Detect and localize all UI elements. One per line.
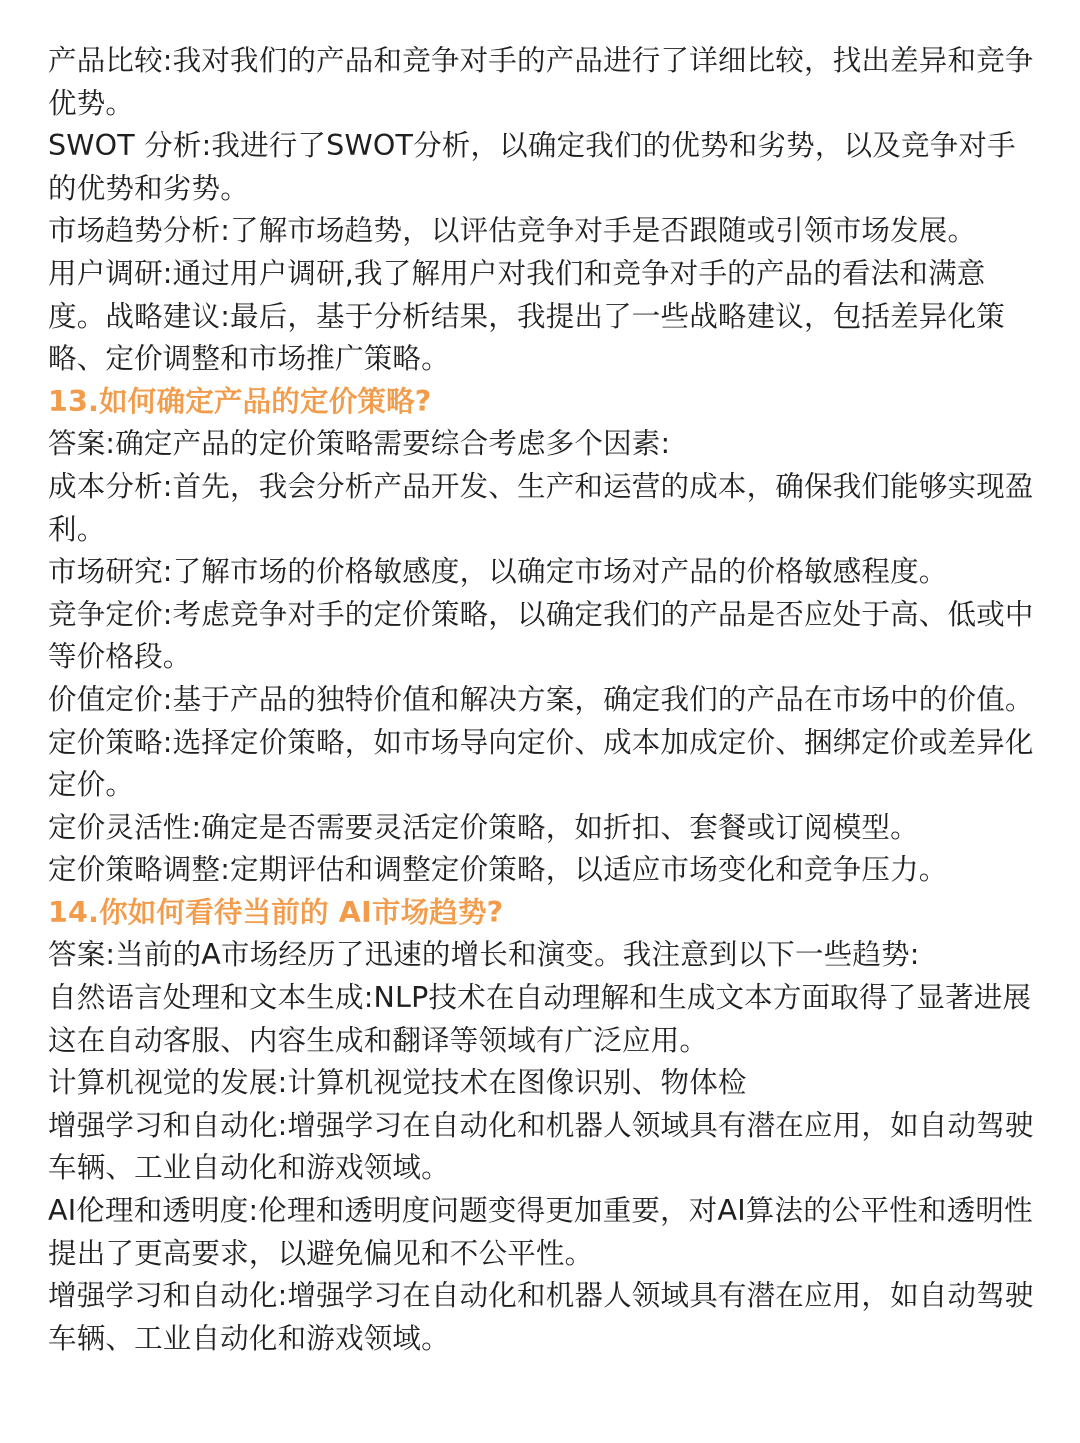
heading-question-14: 14.你如何看待当前的 AI市场趋势? [48, 895, 504, 929]
paragraph-value-pricing: 价值定价:基于产品的独特价值和解决方案，确定我们的产品在市场中的价值。 [48, 682, 1034, 716]
paragraph-competitive-pricing: 竞争定价:考虑竞争对手的定价策略，以确定我们的产品是否应处于高、低或中等价格段。 [48, 597, 1034, 674]
paragraph-product-comparison: 产品比较:我对我们的产品和竞争对手的产品进行了详细比较，找出差异和竞争优势。 [48, 44, 1034, 120]
paragraph-market-research: 市场研究:了解市场的价格敏感度，以确定市场对产品的价格敏感程度。 [48, 555, 948, 589]
paragraph-market-trend-analysis: 市场趋势分析:了解市场趋势，以评估竞争对手是否跟随或引领市场发展。 [48, 214, 977, 248]
paragraph-pricing-flexibility: 定价灵活性:确定是否需要灵活定价策略，如折扣、套餐或订阅模型。 [48, 810, 919, 844]
paragraph-user-research: 用户调研:通过用户调研,我了解用户对我们和竞争对手的产品的看法和满意度。战略建议:最后，基于分析结果，我提出了一些战略建议，包括差异化策略、定价调整和市场推广策略。 [48, 256, 1005, 376]
paragraph-nlp: 自然语言处理和文本生成:NLP技术在自动理解和生成文本方面取得了显著进展这在自动客服、内容生成和翻译等领域有广泛应用。 [48, 981, 1032, 1057]
paragraph-pricing-strategy: 定价策略:选择定价策略，如市场导向定价、成本加成定价、捆绑定价或差异化定价。 [48, 725, 1034, 802]
heading-question-13: 13.如何确定产品的定价策略? [48, 384, 432, 418]
paragraph-ai-ethics: AI伦理和透明度:伦理和透明度问题变得更加重要，对AI算法的公平性和透明性提出了更高要求，以避免偏见和不公平性。 [48, 1194, 1033, 1270]
paragraph-pricing-adjustment: 定价策略调整:定期评估和调整定价策略，以适应市场变化和竞争压力。 [48, 853, 948, 887]
paragraph-answer-13-intro: 答案:确定产品的定价策略需要综合考虑多个因素: [48, 427, 671, 461]
paragraph-reinforcement-learning: 增强学习和自动化:增强学习在自动化和机器人领域具有潜在应用，如自动驾驶车辆、工业自动化和游戏领域。 [48, 1108, 1034, 1185]
paragraph-computer-vision: 计算机视觉的发展:计算机视觉技术在图像识别、物体检 [48, 1066, 747, 1100]
paragraph-cost-analysis: 成本分析:首先，我会分析产品开发、生产和运营的成本，确保我们能够实现盈利。 [48, 469, 1034, 546]
paragraph-reinforcement-learning-repeat: 增强学习和自动化:增强学习在自动化和机器人领域具有潜在应用，如自动驾驶车辆、工业自动化和游戏领域。 [48, 1279, 1034, 1355]
paragraph-answer-14-intro: 答案:当前的A市场经历了迅速的增长和演变。我注意到以下一些趋势: [48, 938, 920, 972]
paragraph-swot-analysis: SWOT 分析:我进行了SWOT分析，以确定我们的优势和劣势，以及竞争对手的优势和劣势。 [48, 129, 1016, 205]
